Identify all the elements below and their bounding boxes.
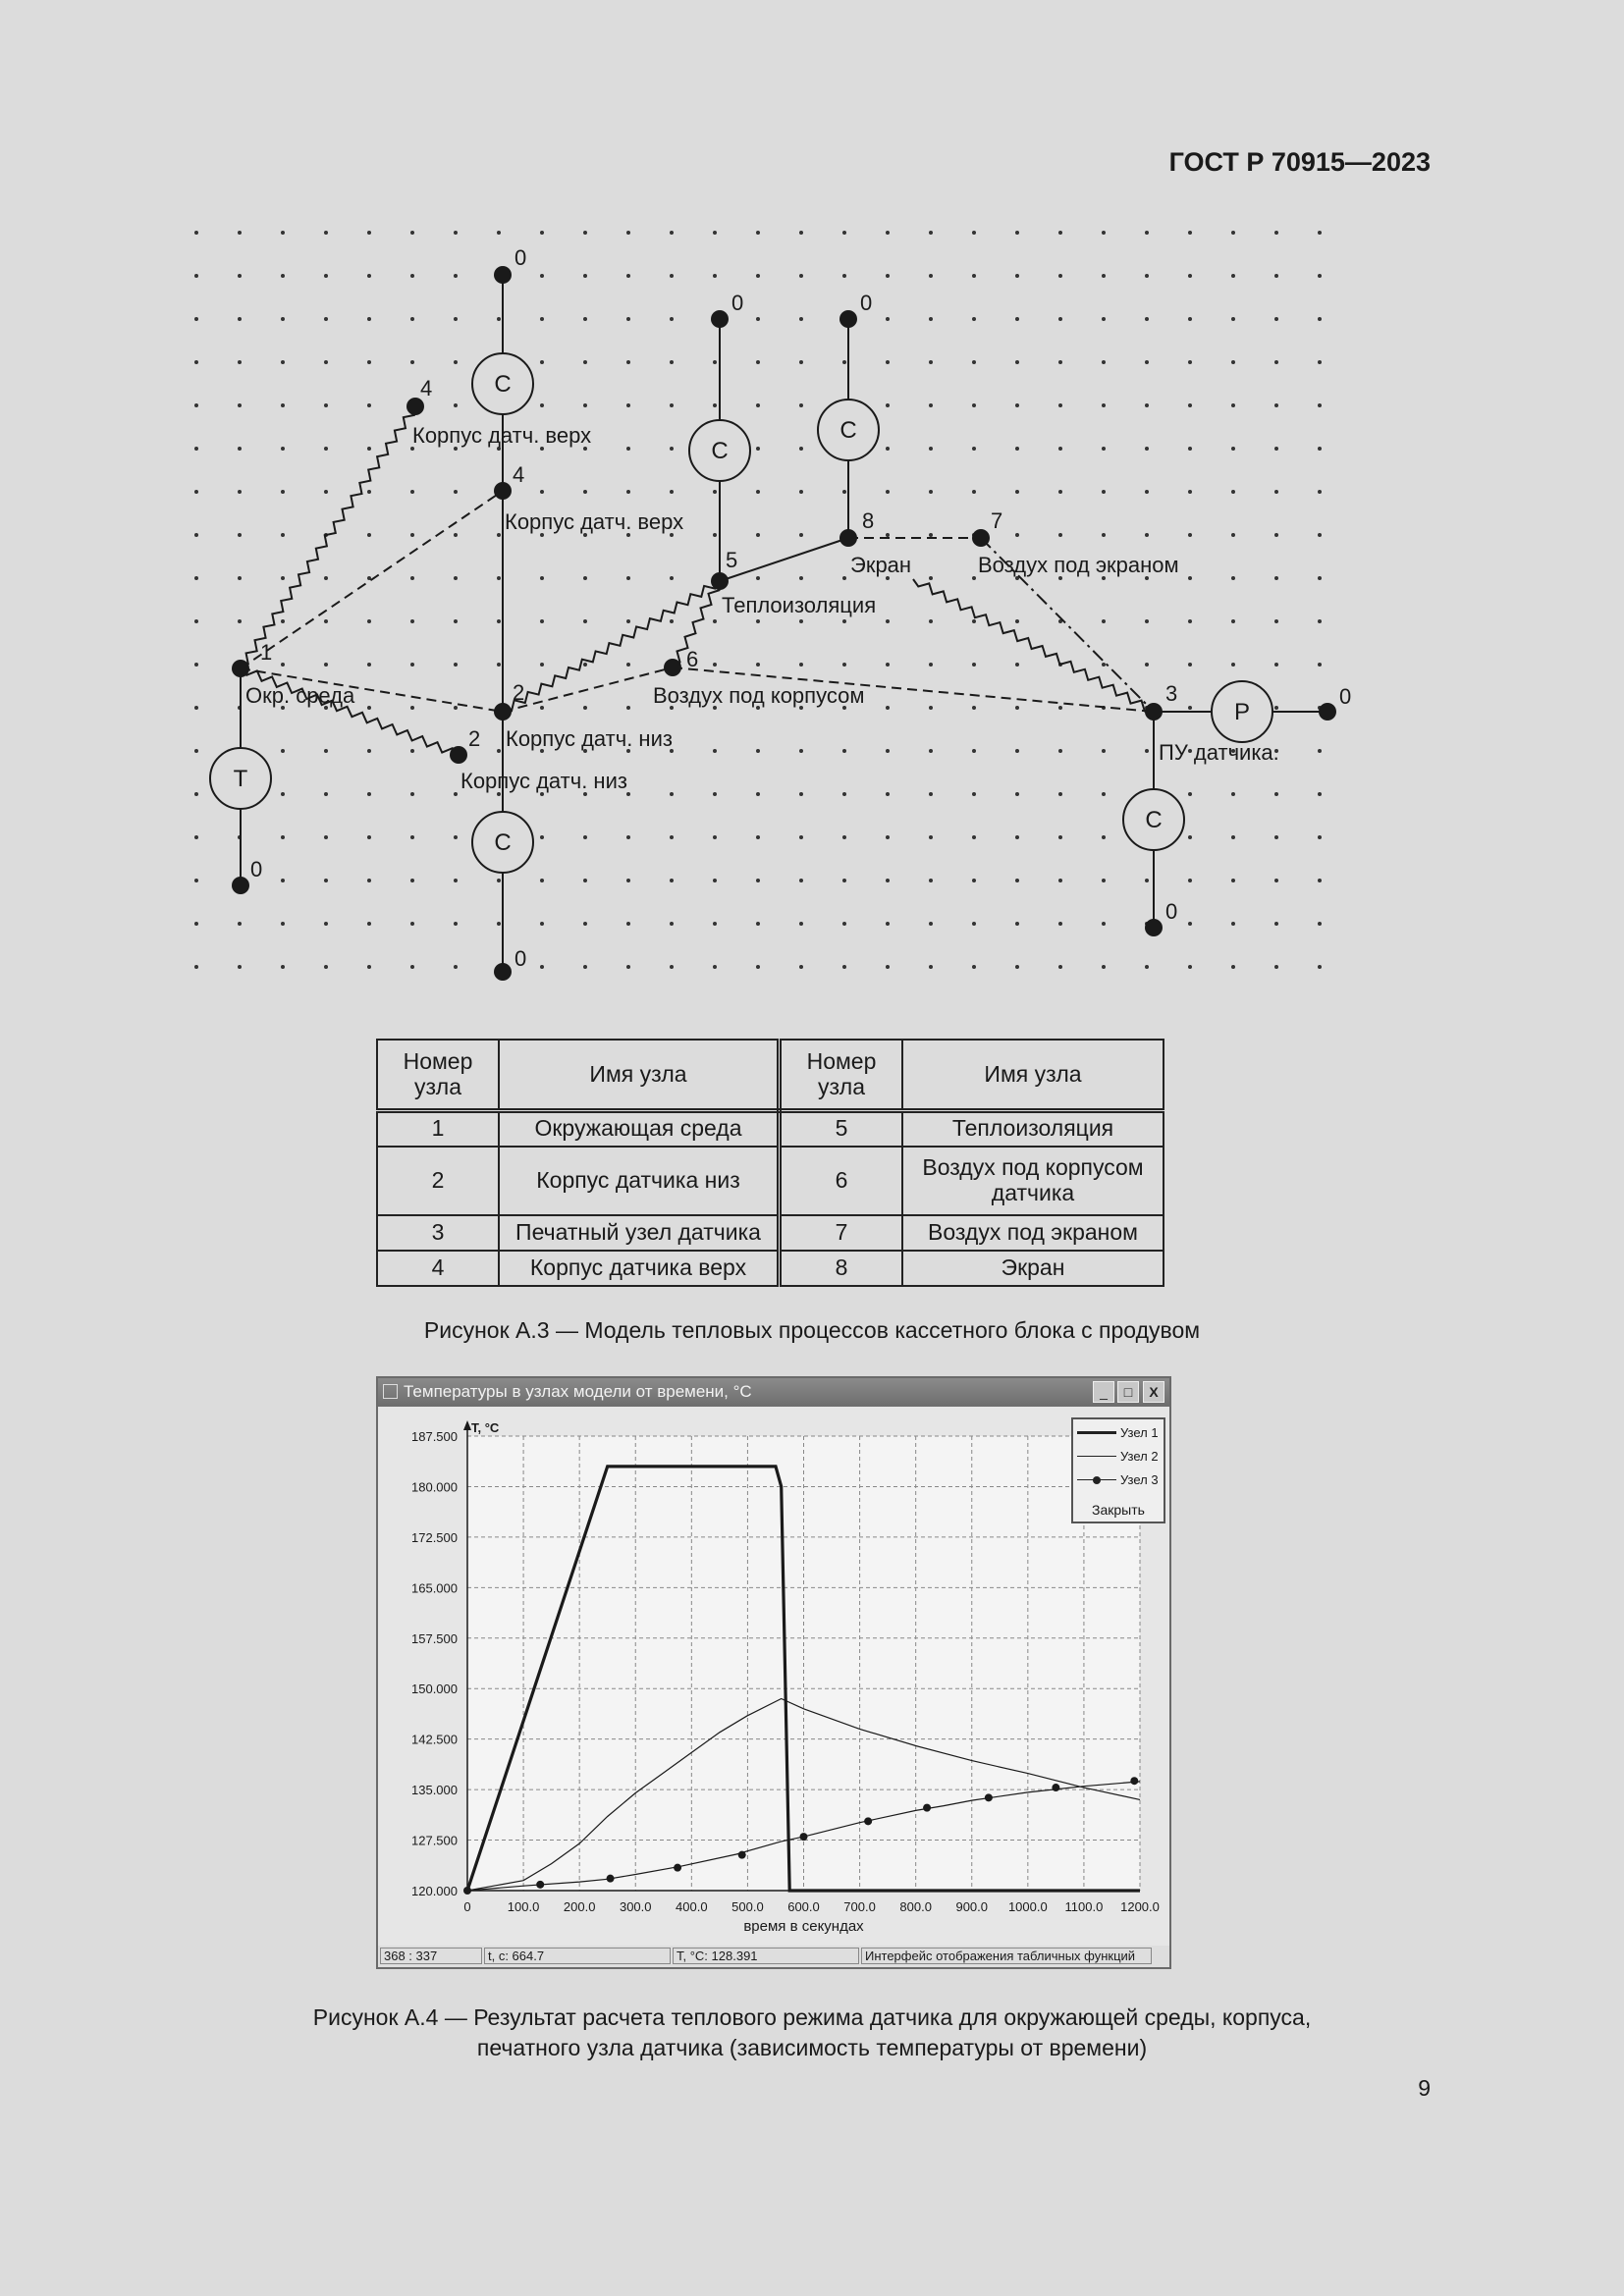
legend-item xyxy=(1077,1472,1164,1488)
status-bar xyxy=(378,1946,1169,1967)
table-cell: Воздух под экраном xyxy=(902,1215,1164,1251)
table-cell: 5 xyxy=(780,1111,903,1147)
y-tick-label: 187.500 xyxy=(411,1429,458,1444)
chart-legend xyxy=(1071,1417,1165,1523)
network-node xyxy=(494,963,512,981)
legend-line-thick xyxy=(1077,1431,1116,1434)
legend-label: Узел 2 xyxy=(1120,1449,1159,1464)
x-tick-label: 1100.0 xyxy=(1064,1899,1104,1914)
temperature-chart[interactable] xyxy=(378,1407,1169,1947)
table-cell: Печатный узел датчика xyxy=(499,1215,780,1251)
diagram-label: 0 xyxy=(860,291,873,315)
table-header-num: Номер узла xyxy=(377,1040,499,1111)
legend-label: Узел 1 xyxy=(1120,1425,1159,1440)
table-header-num: Номер узла xyxy=(780,1040,903,1111)
series-marker xyxy=(985,1793,993,1801)
diagram-label: 5 xyxy=(726,548,738,572)
x-tick-label: 600.0 xyxy=(787,1899,820,1914)
element-label: Т xyxy=(233,766,248,792)
chart-window xyxy=(376,1376,1171,1969)
diagram-label: 6 xyxy=(686,647,699,671)
element-label: С xyxy=(711,438,729,464)
x-tick-label: 300.0 xyxy=(619,1899,652,1914)
diagram-label: ПУ датчика. xyxy=(1159,740,1279,765)
diagram-label: 4 xyxy=(513,462,525,487)
series-marker xyxy=(674,1864,681,1872)
diagram-label: 1 xyxy=(260,640,273,665)
y-tick-label: 120.000 xyxy=(411,1884,458,1898)
app-icon xyxy=(383,1384,398,1399)
network-node xyxy=(972,529,990,547)
element-label: С xyxy=(494,371,512,398)
table-header-name: Имя узла xyxy=(499,1040,780,1111)
diagram-label: Окр. среда xyxy=(245,683,355,708)
diagram-label: 8 xyxy=(862,508,875,533)
table-cell: Корпус датчика низ xyxy=(499,1147,780,1215)
legend-item xyxy=(1077,1449,1164,1465)
table-cell: 6 xyxy=(780,1147,903,1215)
legend-line-thin xyxy=(1077,1456,1116,1457)
network-node xyxy=(450,746,467,764)
y-axis-label: T, °C xyxy=(471,1420,500,1435)
x-tick-label: 900.0 xyxy=(955,1899,989,1914)
document-number: ГОСТ Р 70915—2023 xyxy=(1168,147,1431,177)
x-axis-label: время в секундах xyxy=(743,1918,864,1935)
legend-item xyxy=(1077,1425,1164,1441)
table-cell: Окружающая среда xyxy=(499,1111,780,1147)
status-time: t, c: 664.7 xyxy=(484,1948,671,1964)
diagram-label: 7 xyxy=(991,508,1003,533)
figure-caption-a4 xyxy=(0,2002,1624,2063)
status-info: Интерфейс отображения табличных функций xyxy=(861,1948,1152,1964)
diagram-wavy-link xyxy=(241,668,459,755)
y-tick-label: 150.000 xyxy=(411,1682,458,1697)
diagram-label: 2 xyxy=(468,726,481,751)
diagram-label: Корпус датч. низ xyxy=(460,769,627,793)
diagram-label: Воздух под экраном xyxy=(978,553,1179,577)
diagram-dashed-link xyxy=(241,491,503,668)
network-node xyxy=(839,310,857,328)
status-coords: 368 : 337 xyxy=(380,1948,482,1964)
y-tick-label: 127.500 xyxy=(411,1833,458,1848)
table-cell: 2 xyxy=(377,1147,499,1215)
network-node xyxy=(232,660,249,677)
diagram-label: 4 xyxy=(420,376,433,400)
element-label: С xyxy=(494,829,512,856)
diagram-label: 0 xyxy=(514,946,527,971)
x-tick-label: 100.0 xyxy=(507,1899,540,1914)
element-label: С xyxy=(839,417,857,444)
x-tick-label: 0 xyxy=(463,1899,471,1914)
table-cell: 4 xyxy=(377,1251,499,1286)
caption-line: Рисунок А.4 — Результат расчета теплового режима датчика для окружающей среды, корпуса, xyxy=(312,2004,1312,2030)
table-cell: Воздух под корпусом датчика xyxy=(902,1147,1164,1215)
legend-marker xyxy=(1093,1476,1101,1484)
window-title: Температуры в узлах модели от времени, °С xyxy=(404,1382,752,1401)
maximize-button[interactable]: □ xyxy=(1117,1381,1139,1403)
diagram-label: Корпус датч. верх xyxy=(412,423,592,448)
minimize-button[interactable]: _ xyxy=(1093,1381,1114,1403)
window-titlebar[interactable] xyxy=(378,1378,1169,1407)
y-tick-label: 180.000 xyxy=(411,1479,458,1495)
table-cell: Теплоизоляция xyxy=(902,1111,1164,1147)
y-tick-label: 157.500 xyxy=(411,1630,458,1646)
diagram-label: Корпус датч. низ xyxy=(506,726,673,751)
network-node xyxy=(711,310,729,328)
table-header-name: Имя узла xyxy=(902,1040,1164,1111)
table-cell: 3 xyxy=(377,1215,499,1251)
x-tick-label: 200.0 xyxy=(563,1899,596,1914)
table-cell: 7 xyxy=(780,1215,903,1251)
table-row xyxy=(377,1147,1164,1215)
node-table xyxy=(376,1039,1164,1287)
network-node xyxy=(711,572,729,590)
page-number: 9 xyxy=(1418,2075,1431,2101)
network-node xyxy=(839,529,857,547)
network-node xyxy=(1319,703,1336,721)
diagram-label: 3 xyxy=(1165,681,1178,706)
legend-label: Узел 3 xyxy=(1120,1472,1159,1487)
series-marker xyxy=(800,1833,808,1841)
element-label: Р xyxy=(1233,699,1251,725)
y-tick-label: 165.000 xyxy=(411,1580,458,1596)
network-node xyxy=(1145,919,1163,936)
series-marker xyxy=(738,1851,746,1859)
network-node xyxy=(494,482,512,500)
series-marker xyxy=(463,1887,471,1895)
diagram-label: Экран xyxy=(850,553,912,577)
legend-close-button[interactable]: Закрыть xyxy=(1092,1502,1145,1518)
diagram-wire xyxy=(720,538,848,581)
diagram-label: Корпус датч. верх xyxy=(505,509,684,534)
y-tick-label: 172.500 xyxy=(411,1529,458,1545)
network-node xyxy=(1145,703,1163,721)
y-axis-arrow xyxy=(463,1420,471,1430)
y-tick-label: 142.500 xyxy=(411,1732,458,1747)
series-marker xyxy=(1130,1777,1138,1785)
diagram-label: 0 xyxy=(1339,684,1352,709)
network-node xyxy=(664,659,681,676)
diagram-label: 0 xyxy=(250,857,263,881)
close-window-button[interactable]: X xyxy=(1143,1381,1164,1403)
table-row xyxy=(377,1215,1164,1251)
series-marker xyxy=(923,1804,931,1812)
thermal-network-diagram xyxy=(0,0,1624,1001)
table-cell: 8 xyxy=(780,1251,903,1286)
diagram-label: Теплоизоляция xyxy=(722,593,877,617)
table-cell: Экран xyxy=(902,1251,1164,1286)
diagram-label: 2 xyxy=(513,680,525,705)
x-tick-label: 700.0 xyxy=(843,1899,876,1914)
x-tick-label: 500.0 xyxy=(731,1899,764,1914)
network-node xyxy=(494,703,512,721)
diagram-wavy-link xyxy=(913,579,1154,712)
status-temperature: T, °C: 128.391 xyxy=(673,1948,859,1964)
network-node xyxy=(232,877,249,894)
series-marker xyxy=(864,1817,872,1825)
y-tick-label: 135.000 xyxy=(411,1783,458,1798)
diagram-label: Воздух под корпусом xyxy=(653,683,865,708)
x-tick-label: 400.0 xyxy=(676,1899,708,1914)
table-cell: 1 xyxy=(377,1111,499,1147)
diagram-label: 0 xyxy=(1165,899,1178,924)
table-row xyxy=(377,1251,1164,1286)
table-cell: Корпус датчика верх xyxy=(499,1251,780,1286)
series-marker xyxy=(1052,1784,1059,1791)
series-marker xyxy=(607,1875,615,1883)
x-tick-label: 800.0 xyxy=(899,1899,932,1914)
table-row xyxy=(377,1111,1164,1147)
x-tick-label: 1000.0 xyxy=(1007,1899,1048,1914)
series-marker xyxy=(536,1881,544,1889)
diagram-label: 0 xyxy=(731,291,744,315)
caption-line: печатного узла датчика (зависимость температуры от времени) xyxy=(476,2035,1148,2060)
diagram-wavy-link xyxy=(241,406,415,668)
network-node xyxy=(494,266,512,284)
x-tick-label: 1200.0 xyxy=(1120,1899,1160,1914)
diagram-label: 0 xyxy=(514,245,527,270)
element-label: С xyxy=(1145,807,1163,833)
figure-caption-a3: Рисунок А.3 — Модель тепловых процессов кассетного блока с продувом xyxy=(423,1317,1201,1343)
diagram-dashed-link xyxy=(503,667,673,712)
